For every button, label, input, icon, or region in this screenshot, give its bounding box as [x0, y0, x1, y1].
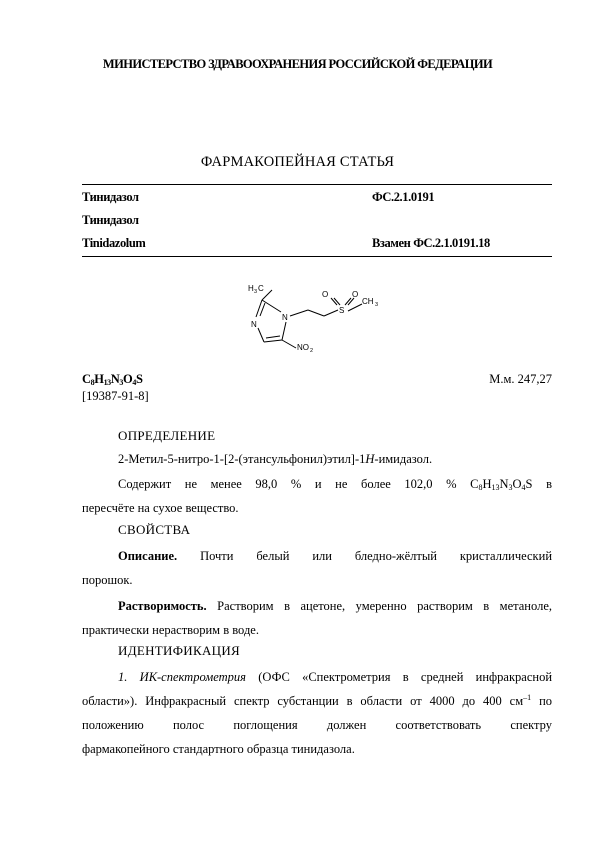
molecular-weight: М.м. 247,27	[489, 372, 552, 386]
header-rule-bottom	[82, 256, 552, 257]
sulfonyl-o1-label: O	[322, 290, 329, 299]
article-name-ru-2: Тинидазол	[82, 213, 139, 227]
ir-line-4: фармакопейного стандартного образца тинидазола.	[82, 742, 355, 756]
description-line-1: Описание. Почти белый или бледно-жёлтый кристаллический	[118, 549, 553, 563]
ring-n1-label: N	[282, 313, 288, 322]
methyl-label-sub: 3	[254, 289, 258, 295]
solubility-line-1: Растворимость. Растворим в ацетоне, умеренно растворим в метаноле,	[118, 599, 552, 613]
ministry-header: МИНИСТЕРСТВО ЗДРАВООХРАНЕНИЯ РОССИЙСКОЙ ФЕДЕРАЦИИ	[102, 57, 493, 71]
ir-line-1: 1. ИК-спектрометрия (ОФС «Спектрометрия в средней инфракрасной	[118, 670, 553, 684]
methyl-label-c: C	[258, 284, 264, 293]
ir-line-2: области»). Инфракрасный спектр субстанции в области от 4000 до 400 $см^{-1}$ по	[82, 693, 553, 708]
article-name-latin: Tinidazolum	[82, 236, 146, 250]
article-replaces: Взамен ФС.2.1.0191.18	[372, 236, 490, 250]
section-heading-properties: СВОЙСТВА	[118, 522, 191, 537]
ring-n3-label: N	[251, 320, 257, 329]
structure-bonds	[256, 290, 362, 348]
sulfur-label: S	[339, 306, 345, 315]
nitro-label: NO	[297, 343, 309, 352]
content-line-2: пересчёте на сухое вещество.	[82, 501, 239, 515]
sulfonyl-o2-label: O	[352, 290, 359, 299]
section-heading-identification: ИДЕНТИФИКАЦИЯ	[118, 643, 240, 658]
solubility-line-2: практически нерастворим в воде.	[82, 623, 259, 637]
ethyl-sub-label: 3	[375, 302, 379, 308]
header-rule-top	[82, 184, 552, 185]
description-line-2: порошок.	[82, 573, 133, 587]
nitro-sub-label: 2	[310, 348, 314, 354]
methyl-label-h: H	[248, 284, 254, 293]
cas-number: [19387-91-8]	[82, 389, 149, 403]
content-line-1: Содержит не менее 98,0 % и не более 102,0 % $C_8H_{13}N_3O_4S$ в	[118, 477, 552, 492]
molecular-formula: $C_8H_{13}N_3O_4S$	[82, 372, 143, 387]
article-name-ru: Тинидазол	[82, 190, 139, 204]
article-code: ФС.2.1.0191	[372, 190, 435, 204]
ethyl-ch-label: CH	[362, 297, 374, 306]
structural-formula	[242, 278, 402, 358]
section-heading-definition: ОПРЕДЕЛЕНИЕ	[118, 428, 216, 443]
chemical-name: 2-Метил-5-нитро-1-[2-(этансульфонил)этил]-1H-имидазол.	[118, 452, 433, 466]
ir-line-3: положению полос поглощения должен соответствовать спектру	[82, 718, 552, 732]
document-title: ФАРМАКОПЕЙНАЯ СТАТЬЯ	[200, 154, 395, 170]
